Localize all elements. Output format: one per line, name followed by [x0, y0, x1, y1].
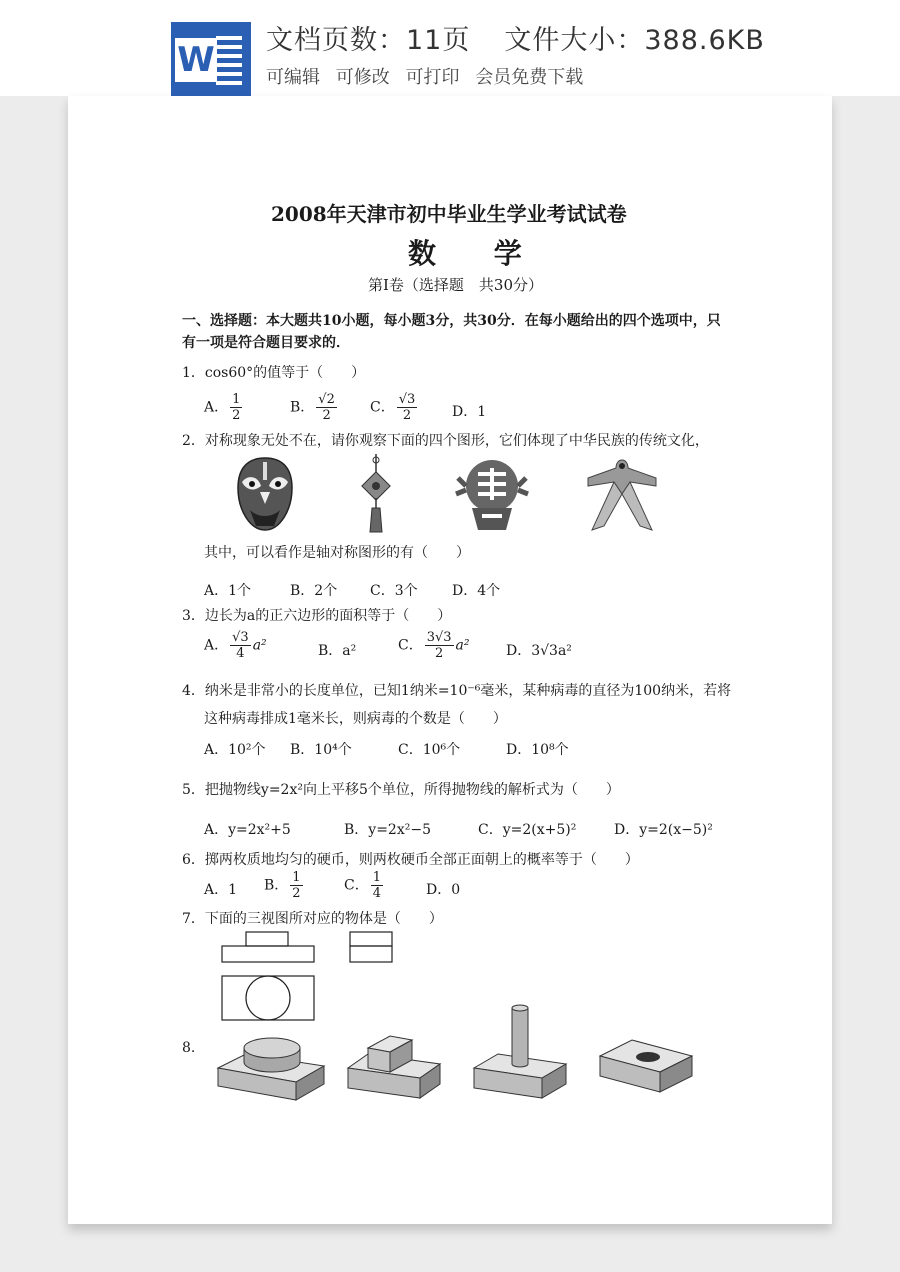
question-6-stem: 6．掷两枚质地均匀的硬币，则两枚硬币全部正面朝上的概率等于（ ）	[182, 852, 639, 868]
instruction-line-1: 一、选择题：本大题共10小题，每小题3分，共30分．在每小题给出的四个选项中，只	[182, 313, 721, 329]
side-view-drawing	[348, 930, 394, 964]
feature-printable: 可打印	[405, 67, 460, 88]
file-size: 文件大小：388.6KB	[504, 25, 765, 56]
question-3-option-d: D．3√3a²	[506, 643, 572, 659]
front-view-drawing	[220, 930, 316, 964]
solid-block-with-hole	[598, 1026, 694, 1104]
question-2-option-a: A．1个	[204, 583, 252, 599]
subject-title: 数 学	[408, 237, 546, 270]
question-4-option-b: B．10⁴个	[290, 742, 352, 758]
feature-editable: 可编辑	[266, 67, 320, 88]
question-4-option-d: D．10⁸个	[506, 742, 569, 758]
question-3-stem: 3．边长为a的正六边形的面积等于（ ）	[182, 608, 452, 624]
question-6-option-a: A．1	[204, 882, 238, 898]
question-6-option-b: B． $\frac{1}{2}$	[264, 870, 301, 901]
exam-title: 2008年天津市初中毕业生学业考试试卷	[271, 202, 627, 226]
chinese-knot-figure	[358, 454, 394, 534]
question-2-option-d: D．4个	[452, 583, 501, 599]
question-5-option-b: B．y=2x²−5	[344, 822, 431, 838]
question-3-option-a: A． $\frac{√3}{4}$ a²	[204, 630, 267, 661]
page-count: 文档页数：11页	[266, 25, 471, 56]
solid-stepped-block	[346, 1026, 442, 1104]
question-1-option-a: A． $\frac{1}{2}$	[204, 392, 241, 423]
question-4-stem: 4．纳米是非常小的长度单位，已知1纳米=10⁻⁶毫米，某种病毒的直径为100纳米，若将	[182, 683, 732, 699]
question-3-option-b: B．a²	[318, 643, 357, 659]
swallow-kite-figure	[584, 456, 660, 532]
solid-with-tall-cylinder	[472, 1002, 568, 1104]
word-document-icon	[171, 22, 251, 96]
instruction-line-2: 有一项是符合题目要求的．	[182, 335, 350, 351]
question-4-option-c: C．10⁶个	[398, 742, 461, 758]
question-7-stem: 7．下面的三视图所对应的物体是（ ）	[182, 911, 443, 927]
double-happiness-papercut-figure	[454, 456, 530, 532]
question-2-option-b: B．2个	[290, 583, 338, 599]
question-1-stem: 1．cos60°的值等于（ ）	[182, 365, 366, 381]
question-4-option-a: A．10²个	[204, 742, 266, 758]
feature-free-download: 会员免费下载	[475, 67, 584, 88]
question-5-option-c: C．y=2(x+5)²	[478, 822, 577, 838]
question-2-follow: 其中，可以看作是轴对称图形的有（ ）	[204, 545, 470, 561]
question-2-option-c: C．3个	[370, 583, 418, 599]
question-1-option-d: D．1	[452, 404, 487, 420]
document-page	[68, 96, 832, 1224]
question-1-option-c: C． $\frac{√3}{2}$	[370, 392, 416, 423]
opera-mask-figure	[234, 456, 296, 532]
download-header	[0, 0, 900, 96]
word-icon-letter: W	[175, 38, 217, 82]
question-5-stem: 5．把抛物线y=2x²向上平移5个单位，所得抛物线的解析式为（ ）	[182, 782, 620, 798]
solid-with-cylinder-on-block	[216, 1026, 326, 1104]
question-6-option-c: C． $\frac{1}{4}$	[344, 870, 381, 901]
question-4-stem-continued: 这种病毒排成1毫米长，则病毒的个数是（ ）	[204, 711, 507, 727]
question-2-stem: 2．对称现象无处不在，请你观察下面的四个图形，它们体现了中华民族的传统文化，	[182, 433, 709, 449]
question-5-option-a: A．y=2x²+5	[204, 822, 291, 838]
question-1-option-b: B． $\frac{√2}{2}$	[290, 392, 335, 423]
question-3-option-c: C． $\frac{3√3}{2}$ a²	[398, 630, 470, 661]
top-view-drawing	[220, 974, 316, 1022]
question-6-option-d: D．0	[426, 882, 461, 898]
question-5-option-d: D．y=2(x−5)²	[614, 822, 713, 838]
question-8-label: 8.	[182, 1040, 196, 1056]
volume-heading: 第Ⅰ卷（选择题 共30分）	[368, 276, 544, 294]
feature-modifiable: 可修改	[335, 67, 390, 88]
